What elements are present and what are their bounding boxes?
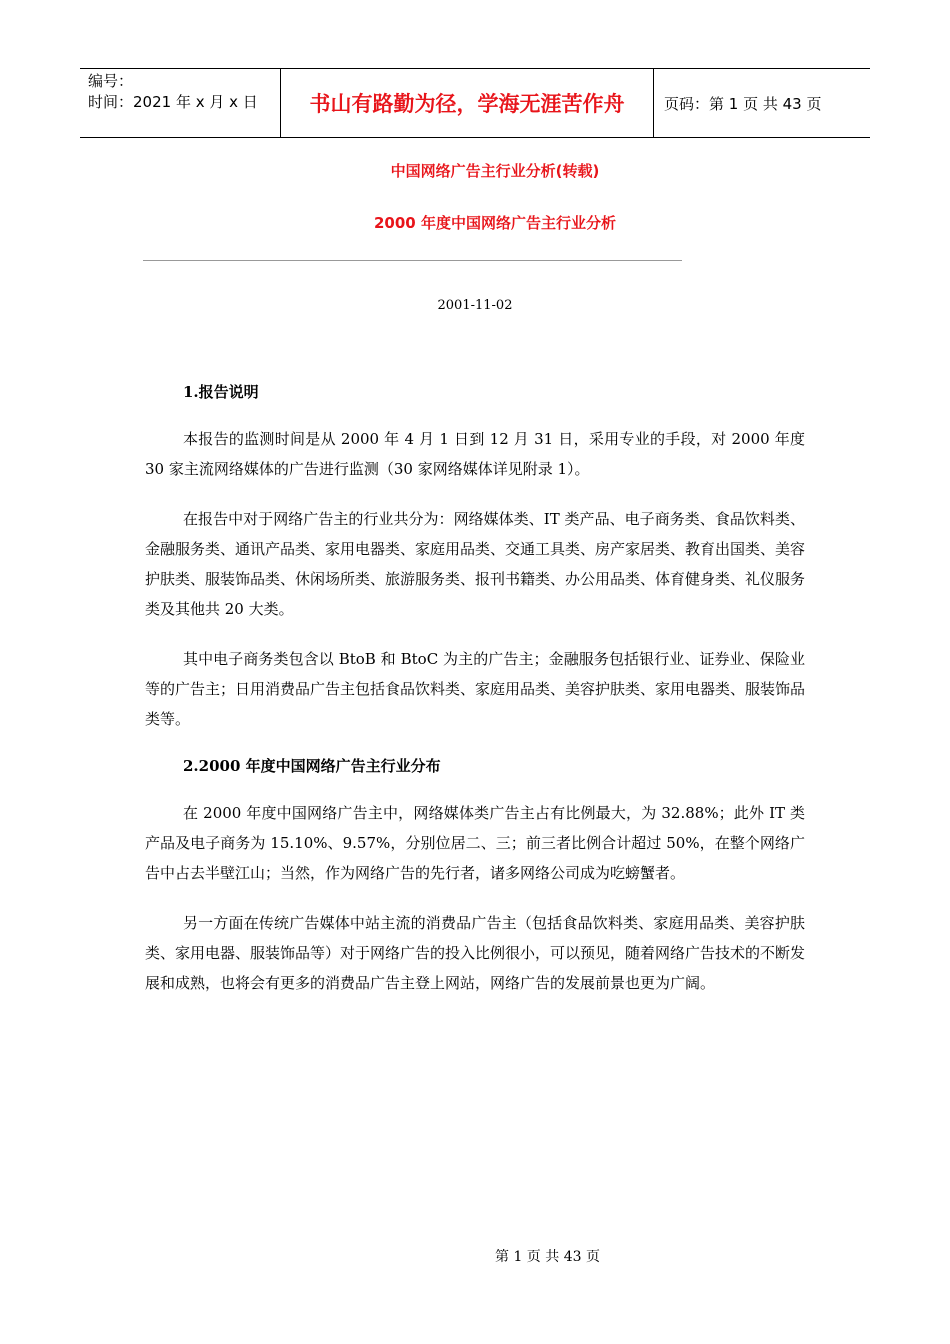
doc-subtitle: 2000 年度中国网络广告主行业分析	[374, 214, 616, 232]
page-footer	[0, 1246, 950, 1266]
doc-time-label: 时间：2021 年 x 月 x 日	[88, 93, 258, 111]
doc-code-label: 编号：	[88, 72, 134, 90]
section-heading-1: 1.报告说明	[183, 383, 259, 401]
page-header	[80, 68, 870, 138]
paragraph: 其中电子商务类包含以 BtoB 和 BtoC 为主的广告主；金融服务包括银行业、证券业、保险业等的广告主；日用消费品广告主包括食品饮料类、家庭用品类、美容护肤类、家用电器类、服装饰品类等。	[145, 650, 806, 728]
paragraph: 另一方面在传统广告媒体中站主流的消费品广告主（包括食品饮料类、家庭用品类、美容护肤类、家用电器、服装饰品等）对于网络广告的投入比例很小，可以预见，随着网络广告技术的不断发展和成熟，也将会有更多的消费品广告主登上网站，网络广告的发展前景也更为广阔。	[145, 914, 806, 992]
header-meta-cell	[80, 69, 281, 137]
header-motto: 书山有路勤为径，学海无涯苦作舟	[281, 69, 654, 137]
header-page-info: 页码：第 1 页 共 43 页	[664, 94, 822, 113]
doc-title: 中国网络广告主行业分析(转载)	[390, 162, 600, 180]
paragraph: 在 2000 年度中国网络广告主中，网络媒体类广告主占有比例最大，为 32.88%；此外 IT 类产品及电子商务为 15.10%、9.57%，分别位居二、三；前三者比例合计超过 50%，在整个网络广告中占去半壁江山；当然，作为网络广告的先行者，诸多网络公司成为吃螃蟹者。	[145, 804, 805, 882]
doc-body	[145, 380, 805, 1018]
section-heading-2: 2.2000 年度中国网络广告主行业分布	[183, 757, 441, 775]
paragraph: 本报告的监测时间是从 2000 年 4 月 1 日到 12 月 31 日，采用专业的手段，对 2000 年度 30 家主流网络媒体的广告进行监测（30 家网络媒体详见附录 1）。	[145, 430, 805, 478]
doc-date: 2001-11-02	[437, 298, 513, 313]
title-divider	[143, 260, 682, 261]
paragraph: 在报告中对于网络广告主的行业共分为：网络媒体类、IT 类产品、电子商务类、食品饮料类、金融服务类、通讯产品类、家用电器类、家庭用品类、交通工具类、房产家居类、教育出国类、美容护肤类、服装饰品类、休闲场所类、旅游服务类、报刊书籍类、办公用品类、体育健身类、礼仪服务类及其他共 20 大类。	[145, 510, 806, 618]
footer-page-number: 第 1 页 共 43 页	[495, 1249, 600, 1265]
